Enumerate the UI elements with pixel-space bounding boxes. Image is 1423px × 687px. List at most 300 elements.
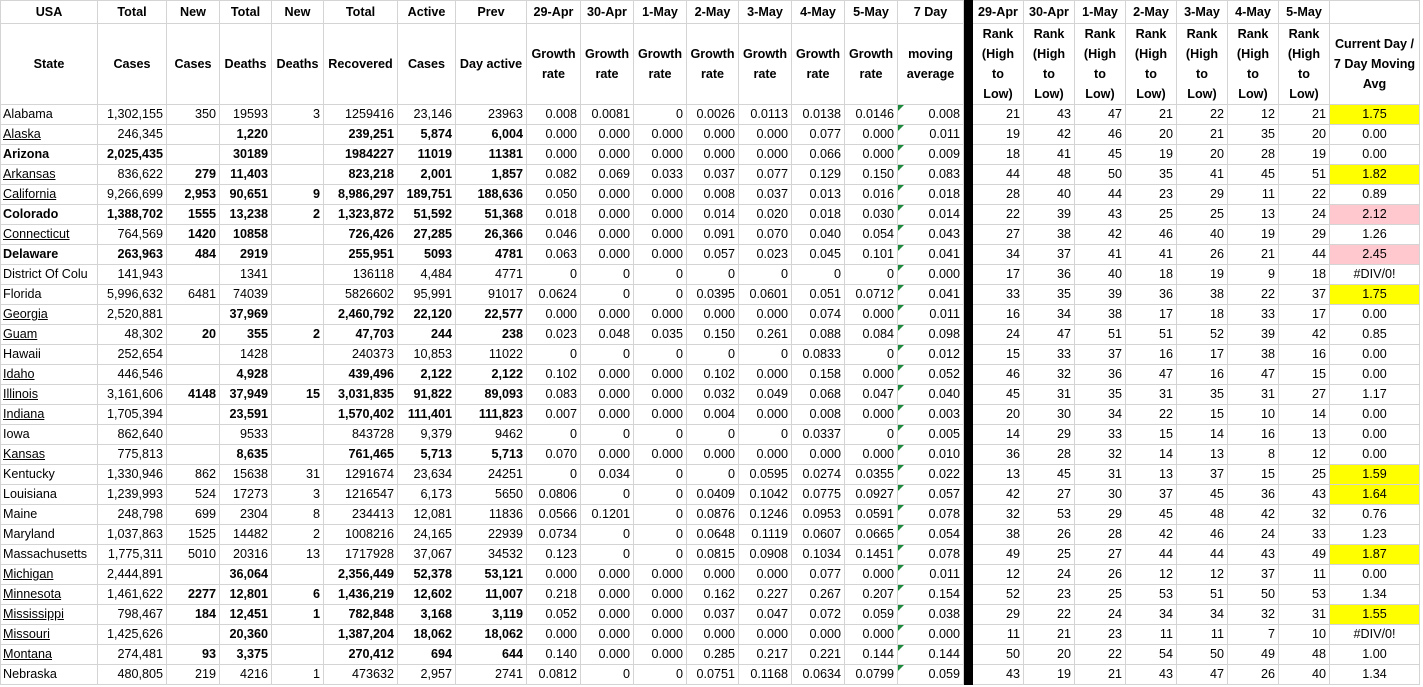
value-cell[interactable]: 1420 — [167, 225, 220, 245]
value-cell[interactable]: 43 — [1228, 545, 1279, 565]
value-cell[interactable]: 5,874 — [398, 125, 456, 145]
column-header[interactable]: Growth rate — [739, 24, 792, 105]
value-cell[interactable]: 0.041 — [898, 285, 964, 305]
value-cell[interactable]: 0.0812 — [527, 665, 581, 685]
value-cell[interactable]: 38 — [973, 525, 1024, 545]
value-cell[interactable]: 0.047 — [739, 605, 792, 625]
value-cell[interactable]: 0.022 — [898, 465, 964, 485]
value-cell[interactable]: 1,387,204 — [324, 625, 398, 645]
value-cell[interactable]: 0.000 — [581, 245, 634, 265]
value-cell[interactable]: 111,823 — [456, 405, 527, 425]
value-cell[interactable]: 484 — [167, 245, 220, 265]
value-cell[interactable]: 2 — [272, 325, 324, 345]
value-cell[interactable]: 184 — [167, 605, 220, 625]
value-cell[interactable]: 0.000 — [581, 385, 634, 405]
value-cell[interactable]: 252,654 — [98, 345, 167, 365]
value-cell[interactable]: 28 — [1024, 445, 1075, 465]
value-cell[interactable]: 823,218 — [324, 165, 398, 185]
value-cell[interactable]: 39 — [1024, 205, 1075, 225]
state-name-cell[interactable]: Minnesota — [1, 585, 98, 605]
value-cell[interactable]: 1341 — [220, 265, 272, 285]
column-header[interactable]: New — [167, 1, 220, 24]
value-cell[interactable]: 18,062 — [456, 625, 527, 645]
value-cell[interactable]: 45 — [1024, 465, 1075, 485]
value-cell[interactable]: 2277 — [167, 585, 220, 605]
value-cell[interactable]: 0.000 — [581, 225, 634, 245]
value-cell[interactable] — [167, 625, 220, 645]
value-cell[interactable]: 35 — [1024, 285, 1075, 305]
value-cell[interactable]: 239,251 — [324, 125, 398, 145]
ratio-cell[interactable]: 0.00 — [1330, 345, 1420, 365]
value-cell[interactable]: 0.054 — [898, 525, 964, 545]
value-cell[interactable]: 14 — [973, 425, 1024, 445]
value-cell[interactable]: 0.000 — [739, 365, 792, 385]
value-cell[interactable]: 17 — [1126, 305, 1177, 325]
value-cell[interactable]: 0.077 — [792, 565, 845, 585]
column-header[interactable]: Current Day / 7 Day Moving Avg — [1330, 24, 1420, 105]
value-cell[interactable]: 0.0927 — [845, 485, 898, 505]
value-cell[interactable]: 47 — [1126, 365, 1177, 385]
value-cell[interactable]: 17 — [1279, 305, 1330, 325]
value-cell[interactable]: 0.000 — [739, 125, 792, 145]
value-cell[interactable]: 1 — [272, 605, 324, 625]
value-cell[interactable]: 0.000 — [581, 205, 634, 225]
value-cell[interactable]: 0 — [527, 345, 581, 365]
value-cell[interactable]: 11 — [973, 625, 1024, 645]
value-cell[interactable]: 0 — [845, 265, 898, 285]
value-cell[interactable]: 0.102 — [527, 365, 581, 385]
value-cell[interactable]: 0.052 — [898, 365, 964, 385]
value-cell[interactable]: 10 — [1228, 405, 1279, 425]
value-cell[interactable]: 350 — [167, 105, 220, 125]
value-cell[interactable]: 24 — [1024, 565, 1075, 585]
value-cell[interactable]: 0 — [527, 265, 581, 285]
value-cell[interactable]: 12,801 — [220, 585, 272, 605]
value-cell[interactable]: 5093 — [398, 245, 456, 265]
value-cell[interactable]: 111,401 — [398, 405, 456, 425]
value-cell[interactable]: 0.0566 — [527, 505, 581, 525]
value-cell[interactable]: 0.000 — [527, 565, 581, 585]
column-header[interactable]: Rank (High to Low) — [1126, 24, 1177, 105]
value-cell[interactable]: 0.000 — [687, 625, 739, 645]
value-cell[interactable]: 0.0026 — [687, 105, 739, 125]
value-cell[interactable]: 19 — [1024, 665, 1075, 685]
ratio-cell[interactable]: 0.00 — [1330, 425, 1420, 445]
value-cell[interactable] — [272, 565, 324, 585]
ratio-cell[interactable]: 1.17 — [1330, 385, 1420, 405]
value-cell[interactable]: 11,403 — [220, 165, 272, 185]
value-cell[interactable]: 0 — [634, 345, 687, 365]
value-cell[interactable]: 44 — [1075, 185, 1126, 205]
value-cell[interactable]: 5010 — [167, 545, 220, 565]
value-cell[interactable]: 0.1042 — [739, 485, 792, 505]
value-cell[interactable]: 27 — [1075, 545, 1126, 565]
value-cell[interactable]: 40 — [1279, 665, 1330, 685]
value-cell[interactable]: 24 — [1075, 605, 1126, 625]
value-cell[interactable]: 22,577 — [456, 305, 527, 325]
value-cell[interactable]: 0.000 — [845, 625, 898, 645]
value-cell[interactable]: 764,569 — [98, 225, 167, 245]
value-cell[interactable]: 0 — [792, 265, 845, 285]
value-cell[interactable]: 6,004 — [456, 125, 527, 145]
column-header[interactable]: Total — [220, 1, 272, 24]
value-cell[interactable]: 42 — [1126, 525, 1177, 545]
state-name-cell[interactable]: Arkansas — [1, 165, 98, 185]
value-cell[interactable]: 37 — [1126, 485, 1177, 505]
value-cell[interactable]: 0.162 — [687, 585, 739, 605]
ratio-cell[interactable]: 1.87 — [1330, 545, 1420, 565]
value-cell[interactable]: 51,368 — [456, 205, 527, 225]
value-cell[interactable]: 13 — [272, 545, 324, 565]
value-cell[interactable] — [272, 445, 324, 465]
value-cell[interactable]: 2 — [272, 205, 324, 225]
value-cell[interactable]: 17273 — [220, 485, 272, 505]
column-header[interactable]: 29-Apr — [973, 1, 1024, 24]
state-name-cell[interactable]: Georgia — [1, 305, 98, 325]
value-cell[interactable]: 19 — [973, 125, 1024, 145]
value-cell[interactable]: 42 — [973, 485, 1024, 505]
state-name-cell[interactable]: Louisiana — [1, 485, 98, 505]
value-cell[interactable]: 12,081 — [398, 505, 456, 525]
value-cell[interactable]: 0.040 — [792, 225, 845, 245]
value-cell[interactable]: 0.005 — [898, 425, 964, 445]
value-cell[interactable]: 5650 — [456, 485, 527, 505]
value-cell[interactable]: 11836 — [456, 505, 527, 525]
column-header[interactable]: Cases — [167, 24, 220, 105]
state-name-cell[interactable]: Iowa — [1, 425, 98, 445]
value-cell[interactable]: 25 — [1177, 205, 1228, 225]
value-cell[interactable]: 0 — [687, 425, 739, 445]
value-cell[interactable]: 0.000 — [845, 305, 898, 325]
value-cell[interactable]: 28 — [1075, 525, 1126, 545]
value-cell[interactable]: 0 — [634, 105, 687, 125]
state-name-cell[interactable]: Kansas — [1, 445, 98, 465]
value-cell[interactable]: 0.018 — [527, 205, 581, 225]
value-cell[interactable]: 21 — [1228, 245, 1279, 265]
value-cell[interactable] — [167, 365, 220, 385]
value-cell[interactable]: 37,969 — [220, 305, 272, 325]
ratio-cell[interactable]: #DIV/0! — [1330, 625, 1420, 645]
value-cell[interactable]: 3,119 — [456, 605, 527, 625]
state-name-cell[interactable]: Arizona — [1, 145, 98, 165]
value-cell[interactable]: 0.034 — [581, 465, 634, 485]
value-cell[interactable]: 0.000 — [581, 125, 634, 145]
value-cell[interactable]: 33 — [1024, 345, 1075, 365]
value-cell[interactable]: 23963 — [456, 105, 527, 125]
value-cell[interactable]: 0 — [581, 545, 634, 565]
value-cell[interactable]: 25 — [1279, 465, 1330, 485]
value-cell[interactable]: 29 — [1075, 505, 1126, 525]
value-cell[interactable]: 480,805 — [98, 665, 167, 685]
value-cell[interactable]: 18 — [1126, 265, 1177, 285]
value-cell[interactable]: 726,426 — [324, 225, 398, 245]
state-name-cell[interactable]: Indiana — [1, 405, 98, 425]
value-cell[interactable]: 21 — [1126, 105, 1177, 125]
ratio-cell[interactable]: 1.26 — [1330, 225, 1420, 245]
value-cell[interactable]: 5,713 — [398, 445, 456, 465]
value-cell[interactable]: 25 — [1024, 545, 1075, 565]
value-cell[interactable]: 0.144 — [898, 645, 964, 665]
value-cell[interactable]: 20 — [1177, 145, 1228, 165]
value-cell[interactable]: 40 — [1024, 185, 1075, 205]
value-cell[interactable]: 0.000 — [634, 225, 687, 245]
value-cell[interactable]: 28 — [1228, 145, 1279, 165]
value-cell[interactable]: 0.008 — [687, 185, 739, 205]
column-header[interactable]: Growth rate — [581, 24, 634, 105]
value-cell[interactable]: 22939 — [456, 525, 527, 545]
column-header[interactable]: 29-Apr — [527, 1, 581, 24]
value-cell[interactable] — [167, 145, 220, 165]
value-cell[interactable]: 1,857 — [456, 165, 527, 185]
value-cell[interactable]: 43 — [1279, 485, 1330, 505]
value-cell[interactable]: 36 — [1024, 265, 1075, 285]
value-cell[interactable]: 0 — [634, 665, 687, 685]
value-cell[interactable]: 0.078 — [898, 505, 964, 525]
value-cell[interactable]: 0.0138 — [792, 105, 845, 125]
value-cell[interactable]: 0.0712 — [845, 285, 898, 305]
value-cell[interactable]: 0.0409 — [687, 485, 739, 505]
column-header[interactable] — [1330, 1, 1420, 24]
value-cell[interactable]: 33 — [1075, 425, 1126, 445]
value-cell[interactable]: 39 — [1228, 325, 1279, 345]
value-cell[interactable]: 38 — [1177, 285, 1228, 305]
value-cell[interactable]: 91017 — [456, 285, 527, 305]
state-name-cell[interactable]: Alabama — [1, 105, 98, 125]
value-cell[interactable]: 52 — [973, 585, 1024, 605]
value-cell[interactable]: 16 — [1126, 345, 1177, 365]
value-cell[interactable]: 13 — [1279, 425, 1330, 445]
value-cell[interactable]: 244 — [398, 325, 456, 345]
column-header[interactable]: 5-May — [845, 1, 898, 24]
value-cell[interactable]: 46 — [973, 365, 1024, 385]
value-cell[interactable]: 74039 — [220, 285, 272, 305]
value-cell[interactable]: 34 — [973, 245, 1024, 265]
value-cell[interactable]: 41 — [1024, 145, 1075, 165]
value-cell[interactable]: 0.0337 — [792, 425, 845, 445]
value-cell[interactable]: 0.074 — [792, 305, 845, 325]
value-cell[interactable] — [167, 305, 220, 325]
value-cell[interactable]: 0.078 — [898, 545, 964, 565]
value-cell[interactable]: 0.000 — [634, 185, 687, 205]
value-cell[interactable]: 49 — [1228, 645, 1279, 665]
value-cell[interactable]: 48,302 — [98, 325, 167, 345]
value-cell[interactable]: 18,062 — [398, 625, 456, 645]
value-cell[interactable]: 36 — [1075, 365, 1126, 385]
value-cell[interactable] — [167, 425, 220, 445]
value-cell[interactable]: 1555 — [167, 205, 220, 225]
value-cell[interactable]: 53 — [1279, 585, 1330, 605]
value-cell[interactable]: 0.000 — [527, 625, 581, 645]
value-cell[interactable]: 0.0908 — [739, 545, 792, 565]
value-cell[interactable]: 48 — [1177, 505, 1228, 525]
value-cell[interactable]: 0.000 — [634, 145, 687, 165]
value-cell[interactable]: 0.000 — [898, 625, 964, 645]
value-cell[interactable]: 0 — [581, 525, 634, 545]
value-cell[interactable]: 699 — [167, 505, 220, 525]
value-cell[interactable]: 45 — [1075, 145, 1126, 165]
value-cell[interactable]: 0.0815 — [687, 545, 739, 565]
ratio-cell[interactable]: #DIV/0! — [1330, 265, 1420, 285]
value-cell[interactable]: 0.0833 — [792, 345, 845, 365]
value-cell[interactable]: 0.000 — [581, 605, 634, 625]
value-cell[interactable]: 34 — [1024, 305, 1075, 325]
value-cell[interactable]: 0.035 — [634, 325, 687, 345]
value-cell[interactable]: 0.158 — [792, 365, 845, 385]
value-cell[interactable]: 782,848 — [324, 605, 398, 625]
value-cell[interactable]: 2919 — [220, 245, 272, 265]
value-cell[interactable]: 0.047 — [845, 385, 898, 405]
value-cell[interactable]: 41 — [1177, 165, 1228, 185]
value-cell[interactable]: 0.013 — [792, 185, 845, 205]
value-cell[interactable]: 0.000 — [581, 585, 634, 605]
value-cell[interactable]: 26,366 — [456, 225, 527, 245]
value-cell[interactable]: 21 — [973, 105, 1024, 125]
value-cell[interactable]: 32 — [1279, 505, 1330, 525]
value-cell[interactable]: 21 — [1075, 665, 1126, 685]
value-cell[interactable]: 2,460,792 — [324, 305, 398, 325]
value-cell[interactable]: 50 — [1177, 645, 1228, 665]
value-cell[interactable] — [272, 625, 324, 645]
value-cell[interactable]: 0 — [581, 345, 634, 365]
ratio-cell[interactable]: 1.34 — [1330, 585, 1420, 605]
value-cell[interactable]: 43 — [1075, 205, 1126, 225]
value-cell[interactable]: 47 — [1024, 325, 1075, 345]
value-cell[interactable]: 0.000 — [739, 445, 792, 465]
value-cell[interactable]: 355 — [220, 325, 272, 345]
value-cell[interactable]: 0.069 — [581, 165, 634, 185]
value-cell[interactable]: 20,360 — [220, 625, 272, 645]
value-cell[interactable]: 15 — [1279, 365, 1330, 385]
value-cell[interactable]: 51 — [1177, 585, 1228, 605]
ratio-cell[interactable]: 0.76 — [1330, 505, 1420, 525]
value-cell[interactable]: 2,953 — [167, 185, 220, 205]
value-cell[interactable]: 1008216 — [324, 525, 398, 545]
value-cell[interactable]: 37 — [1024, 245, 1075, 265]
value-cell[interactable]: 524 — [167, 485, 220, 505]
value-cell[interactable]: 31 — [272, 465, 324, 485]
value-cell[interactable]: 1,570,402 — [324, 405, 398, 425]
value-cell[interactable]: 20 — [1279, 125, 1330, 145]
value-cell[interactable] — [272, 305, 324, 325]
value-cell[interactable]: 0.088 — [792, 325, 845, 345]
value-cell[interactable]: 0.144 — [845, 645, 898, 665]
value-cell[interactable]: 0.011 — [898, 125, 964, 145]
value-cell[interactable]: 0 — [581, 425, 634, 445]
value-cell[interactable]: 13,238 — [220, 205, 272, 225]
value-cell[interactable] — [167, 445, 220, 465]
value-cell[interactable]: 44 — [973, 165, 1024, 185]
value-cell[interactable]: 0.000 — [845, 365, 898, 385]
value-cell[interactable]: 0.000 — [687, 125, 739, 145]
state-name-cell[interactable]: Michigan — [1, 565, 98, 585]
column-header[interactable]: Deaths — [220, 24, 272, 105]
value-cell[interactable]: 0.0081 — [581, 105, 634, 125]
value-cell[interactable]: 798,467 — [98, 605, 167, 625]
value-cell[interactable]: 0.000 — [527, 125, 581, 145]
column-header[interactable]: 30-Apr — [581, 1, 634, 24]
column-header[interactable]: 1-May — [634, 1, 687, 24]
value-cell[interactable]: 47 — [1177, 665, 1228, 685]
value-cell[interactable]: 0.0146 — [845, 105, 898, 125]
value-cell[interactable]: 189,751 — [398, 185, 456, 205]
value-cell[interactable]: 15 — [1126, 425, 1177, 445]
value-cell[interactable]: 0.1119 — [739, 525, 792, 545]
value-cell[interactable]: 10 — [1279, 625, 1330, 645]
value-cell[interactable]: 13 — [973, 465, 1024, 485]
value-cell[interactable]: 0.000 — [634, 625, 687, 645]
value-cell[interactable]: 24 — [973, 325, 1024, 345]
value-cell[interactable]: 11,007 — [456, 585, 527, 605]
value-cell[interactable]: 8,986,297 — [324, 185, 398, 205]
value-cell[interactable]: 279 — [167, 165, 220, 185]
column-header[interactable]: Growth rate — [527, 24, 581, 105]
value-cell[interactable]: 0.000 — [845, 445, 898, 465]
value-cell[interactable]: 0 — [634, 485, 687, 505]
value-cell[interactable]: 1,705,394 — [98, 405, 167, 425]
value-cell[interactable]: 0.077 — [792, 125, 845, 145]
value-cell[interactable]: 29 — [973, 605, 1024, 625]
value-cell[interactable]: 0.000 — [634, 605, 687, 625]
value-cell[interactable]: 0.051 — [792, 285, 845, 305]
value-cell[interactable]: 0.0665 — [845, 525, 898, 545]
value-cell[interactable]: 2,001 — [398, 165, 456, 185]
value-cell[interactable]: 3 — [272, 105, 324, 125]
value-cell[interactable]: 10858 — [220, 225, 272, 245]
value-cell[interactable]: 36 — [973, 445, 1024, 465]
value-cell[interactable] — [272, 345, 324, 365]
value-cell[interactable]: 0.227 — [739, 585, 792, 605]
value-cell[interactable]: 22,120 — [398, 305, 456, 325]
value-cell[interactable]: 51 — [1075, 325, 1126, 345]
value-cell[interactable]: 15 — [1177, 405, 1228, 425]
value-cell[interactable]: 644 — [456, 645, 527, 665]
value-cell[interactable]: 31 — [1228, 385, 1279, 405]
value-cell[interactable]: 0 — [634, 285, 687, 305]
value-cell[interactable]: 761,465 — [324, 445, 398, 465]
value-cell[interactable]: 50 — [1228, 585, 1279, 605]
column-header[interactable]: Rank (High to Low) — [973, 24, 1024, 105]
value-cell[interactable]: 0.010 — [898, 445, 964, 465]
value-cell[interactable]: 0.011 — [898, 565, 964, 585]
value-cell[interactable]: 862,640 — [98, 425, 167, 445]
value-cell[interactable]: 23,591 — [220, 405, 272, 425]
value-cell[interactable]: 0.0355 — [845, 465, 898, 485]
value-cell[interactable]: 23 — [1075, 625, 1126, 645]
value-cell[interactable]: 0.052 — [527, 605, 581, 625]
value-cell[interactable]: 0.221 — [792, 645, 845, 665]
value-cell[interactable]: 0.000 — [581, 625, 634, 645]
value-cell[interactable]: 28 — [973, 185, 1024, 205]
value-cell[interactable]: 13 — [1126, 465, 1177, 485]
ratio-cell[interactable]: 1.75 — [1330, 105, 1420, 125]
value-cell[interactable]: 38 — [1024, 225, 1075, 245]
value-cell[interactable]: 51 — [1126, 325, 1177, 345]
column-header[interactable]: Cases — [398, 24, 456, 105]
value-cell[interactable]: 0.0595 — [739, 465, 792, 485]
value-cell[interactable]: 0.150 — [845, 165, 898, 185]
value-cell[interactable]: 1,302,155 — [98, 105, 167, 125]
value-cell[interactable]: 0.000 — [581, 185, 634, 205]
value-cell[interactable]: 0.000 — [581, 365, 634, 385]
value-cell[interactable]: 44 — [1279, 245, 1330, 265]
value-cell[interactable]: 14482 — [220, 525, 272, 545]
value-cell[interactable]: 14 — [1177, 425, 1228, 445]
value-cell[interactable]: 8 — [272, 505, 324, 525]
value-cell[interactable]: 188,636 — [456, 185, 527, 205]
value-cell[interactable]: 246,345 — [98, 125, 167, 145]
value-cell[interactable]: 15 — [973, 345, 1024, 365]
value-cell[interactable]: 5,996,632 — [98, 285, 167, 305]
